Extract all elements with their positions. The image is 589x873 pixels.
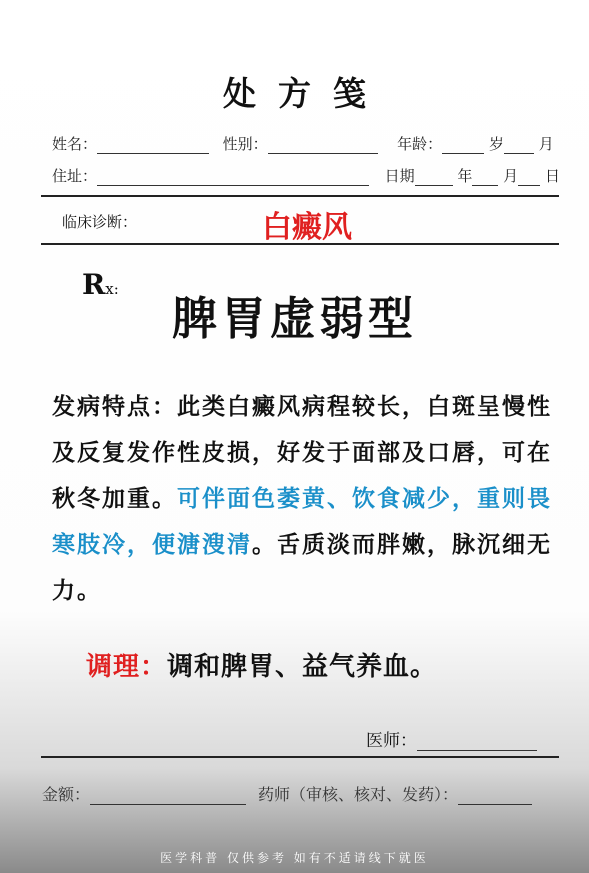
gender-label: 性别： <box>222 135 268 153</box>
gender-field[interactable] <box>268 137 378 154</box>
features-highlight: 可伴面色萎黄、饮食减少，重则畏寒肢冷，便溏溲清 <box>52 486 552 558</box>
regimen-line <box>86 646 437 683</box>
doctor-signature-row <box>366 726 537 751</box>
age-month-unit: 月 <box>538 135 554 153</box>
date-day-unit: 日 <box>544 167 560 185</box>
regimen-label: 调理： <box>86 652 168 682</box>
pharmacist-label: 药师（审核、核对、发药）： <box>258 785 459 804</box>
pharmacist-row <box>258 782 532 805</box>
name-field[interactable] <box>97 137 209 154</box>
disclaimer-text: 医学科普 仅供参考 如有不适请线下就医 <box>160 851 429 865</box>
diagnosis-divider <box>41 243 559 245</box>
date-year-field[interactable] <box>415 169 453 186</box>
regimen-text: 调和脾胃、益气养血。 <box>167 652 438 682</box>
date-year-unit: 年 <box>457 167 473 185</box>
date-month-unit: 月 <box>503 167 519 185</box>
age-months-field[interactable] <box>504 137 534 154</box>
amount-field[interactable] <box>90 788 246 805</box>
features-paragraph <box>52 384 552 614</box>
age-year-unit: 岁 <box>488 135 504 153</box>
features-text: 发病特点：此类白癜风病程较长，白斑呈慢性及反复发作性皮损，好发于面部及口唇，可在秋冬加重。 <box>52 394 552 512</box>
pharmacist-field[interactable] <box>458 788 532 805</box>
doctor-field[interactable] <box>417 734 537 751</box>
age-years-field[interactable] <box>442 137 484 154</box>
page-title: 处方笺 <box>223 74 388 113</box>
footer-divider <box>41 756 559 758</box>
date-day-field[interactable] <box>518 169 540 186</box>
patient-info-row <box>52 133 554 154</box>
address-field[interactable] <box>97 169 369 186</box>
date-month-field[interactable] <box>472 169 498 186</box>
name-label: 姓名： <box>52 135 98 153</box>
date-label: 日期 <box>384 167 415 185</box>
diagnosis-label: 临床诊断： <box>62 213 138 231</box>
header-divider <box>41 195 559 197</box>
amount-row <box>42 782 246 805</box>
address-row <box>52 165 560 186</box>
features-text-end: 。舌质淡而胖嫩，脉沉细无力。 <box>52 532 552 604</box>
diagnosis-value: 白癜风 <box>262 210 352 245</box>
syndrome-type-title: 脾胃虚弱型 <box>171 292 417 345</box>
doctor-label: 医师： <box>366 731 417 751</box>
age-label: 年龄： <box>397 135 443 153</box>
rx-symbol: Rx: <box>82 268 119 301</box>
amount-label: 金额： <box>42 785 91 804</box>
address-label: 住址： <box>52 167 98 185</box>
